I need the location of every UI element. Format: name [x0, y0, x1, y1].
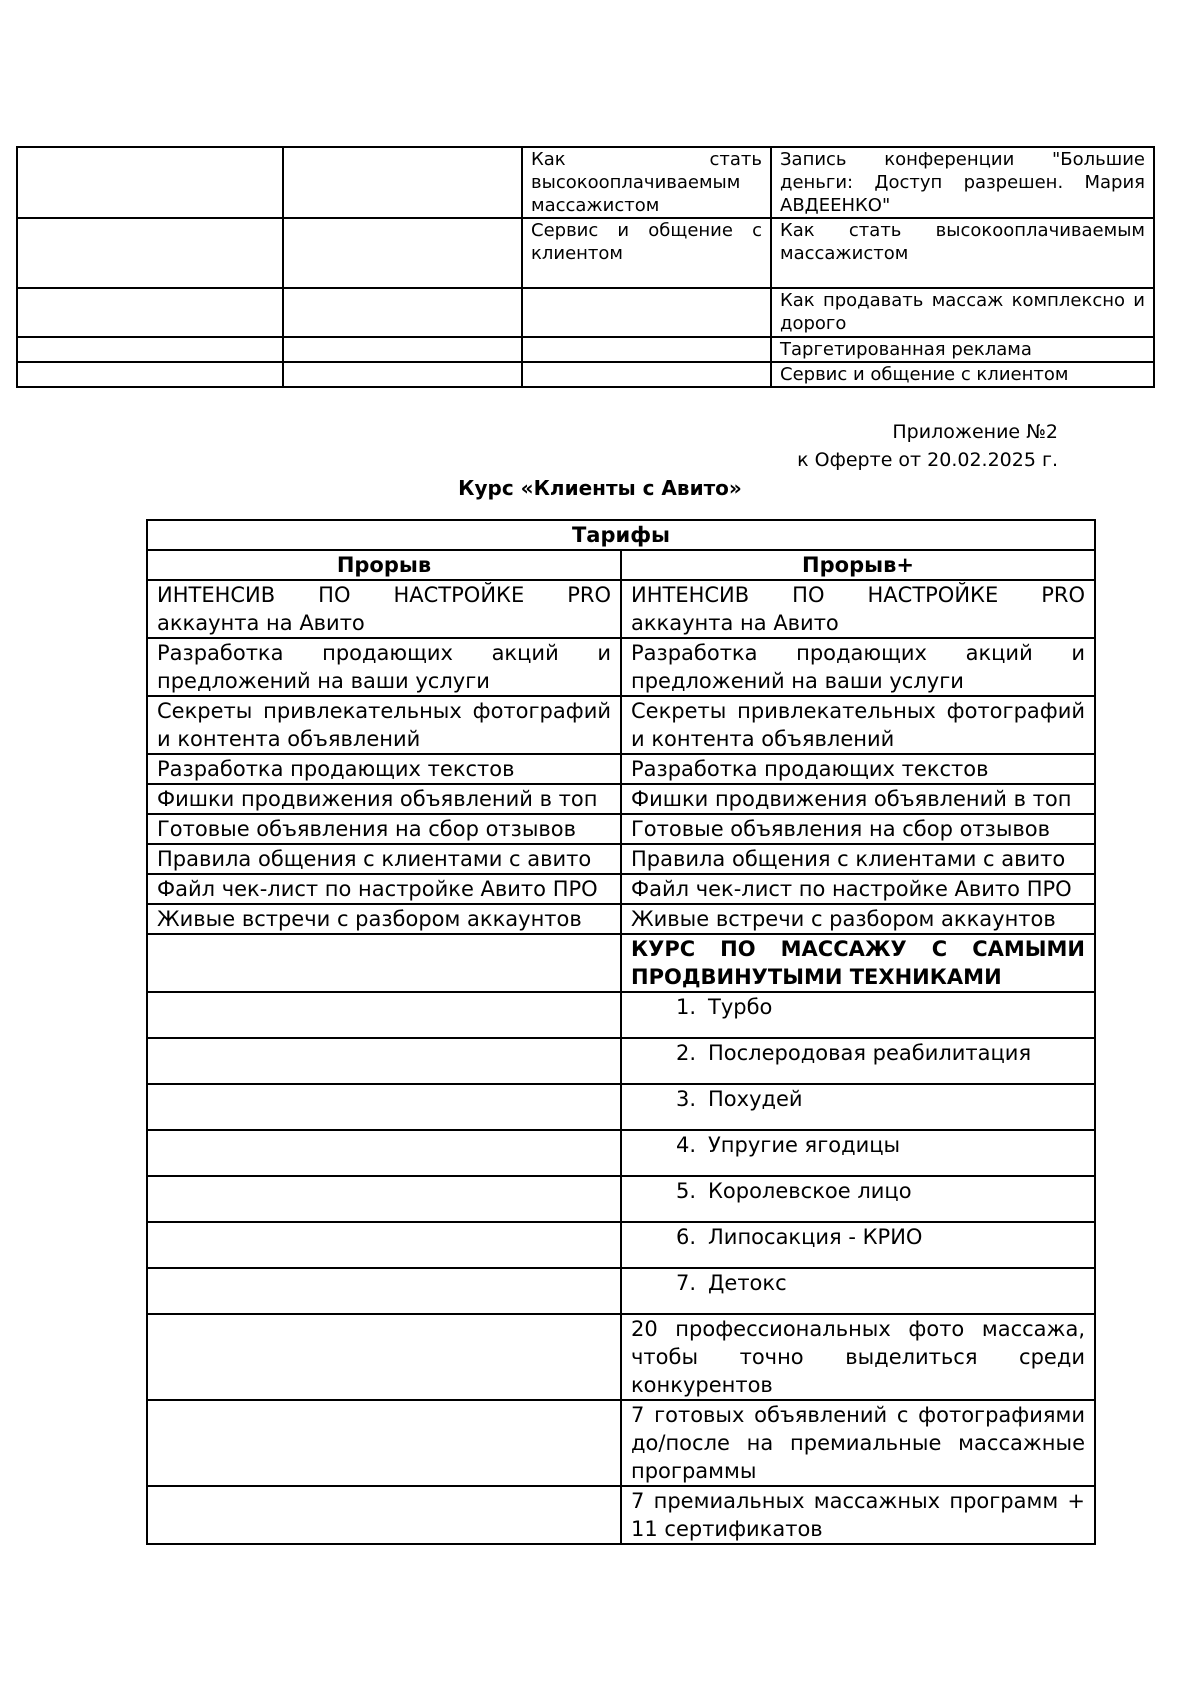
table-row	[17, 218, 1154, 288]
table-row	[147, 1314, 1095, 1400]
table-cell: Фишки продвижения объявлений в топ	[147, 784, 621, 814]
technique-row	[147, 1268, 1095, 1314]
tariffs-header-row	[147, 520, 1095, 550]
list-number: 6.	[675, 1225, 696, 1249]
list-number: 5.	[675, 1179, 696, 1203]
tariff-name-proryv-plus: Прорыв+	[621, 550, 1095, 580]
table-cell: Сервис и общение с клиентом	[771, 362, 1154, 387]
table-cell	[283, 218, 522, 288]
table-row	[147, 754, 1095, 784]
table-cell: Сервис и общение с клиентом	[522, 218, 771, 288]
table-cell: 7 готовых объявлений с фотографиями до/после на премиальные массажные программы	[621, 1400, 1095, 1486]
table-cell	[283, 337, 522, 362]
table-cell: Разработка продающих акций и предложений на ваши услуги	[147, 638, 621, 696]
course-title: Курс «Клиенты с Авито»	[458, 476, 742, 500]
table-cell: Правила общения с клиентами с авито	[621, 844, 1095, 874]
table-cell: Живые встречи с разбором аккаунтов	[621, 904, 1095, 934]
table-cell: Правила общения с клиентами с авито	[147, 844, 621, 874]
table-row	[147, 874, 1095, 904]
technique-item	[621, 1038, 1095, 1084]
table-cell	[147, 1038, 621, 1084]
table-cell: Готовые объявления на сбор отзывов	[621, 814, 1095, 844]
table-cell	[17, 362, 283, 387]
table-row	[17, 362, 1154, 387]
technique-label: Упругие ягодицы	[708, 1133, 901, 1157]
technique-label: Послеродовая реабилитация	[708, 1041, 1032, 1065]
table-cell	[147, 934, 621, 992]
table-cell	[147, 1268, 621, 1314]
table-cell: Живые встречи с разбором аккаунтов	[147, 904, 621, 934]
technique-label: Липосакция - КРИО	[708, 1225, 923, 1249]
list-number: 2.	[675, 1041, 696, 1065]
table-row	[147, 844, 1095, 874]
table-cell	[147, 1084, 621, 1130]
technique-item	[621, 1084, 1095, 1130]
technique-label: Похудей	[708, 1087, 803, 1111]
table-cell: Готовые объявления на сбор отзывов	[147, 814, 621, 844]
table-row	[147, 784, 1095, 814]
technique-row	[147, 1222, 1095, 1268]
table-row	[17, 337, 1154, 362]
table-row	[147, 814, 1095, 844]
table-cell	[522, 288, 771, 337]
table-cell: Таргетированная реклама	[771, 337, 1154, 362]
list-number: 1.	[675, 995, 696, 1019]
table-cell	[147, 1222, 621, 1268]
tariffs-table	[146, 519, 1096, 1545]
table-cell	[17, 288, 283, 337]
table-cell	[283, 147, 522, 218]
table-cell: Разработка продающих текстов	[147, 754, 621, 784]
table-row	[17, 147, 1154, 218]
table-cell: Как стать высокооплачиваемым массажистом	[771, 218, 1154, 288]
table-cell: Файл чек-лист по настройке Авито ПРО	[621, 874, 1095, 904]
program-continuation-table	[16, 146, 1155, 388]
table-cell	[17, 147, 283, 218]
technique-row	[147, 1130, 1095, 1176]
table-cell: ИНТЕНСИВ ПО НАСТРОЙКЕ PRO аккаунта на Авито	[621, 580, 1095, 638]
technique-label: Турбо	[708, 995, 773, 1019]
table-cell	[17, 218, 283, 288]
tariff-names-row	[147, 550, 1095, 580]
table-row	[147, 580, 1095, 638]
table-row	[147, 934, 1095, 992]
technique-row	[147, 1084, 1095, 1130]
table-cell	[283, 362, 522, 387]
table-cell	[147, 1314, 621, 1400]
tariffs-header: Тарифы	[147, 520, 1095, 550]
course-heading: КУРС ПО МАССАЖУ С САМЫМИ ПРОДВИНУТЫМИ ТЕХНИКАМИ	[621, 934, 1095, 992]
table-row	[147, 1400, 1095, 1486]
table-cell: Запись конференции "Большие деньги: Доступ разрешен. Мария АВДЕЕНКО"	[771, 147, 1154, 218]
table-cell: 20 профессиональных фото массажа, чтобы точно выделиться среди конкурентов	[621, 1314, 1095, 1400]
table-cell	[147, 1176, 621, 1222]
table-row	[147, 638, 1095, 696]
table-cell: ИНТЕНСИВ ПО НАСТРОЙКЕ PRO аккаунта на Авито	[147, 580, 621, 638]
list-number: 7.	[675, 1271, 696, 1295]
table-cell	[17, 337, 283, 362]
table-row	[17, 288, 1154, 337]
table-cell: Файл чек-лист по настройке Авито ПРО	[147, 874, 621, 904]
technique-row	[147, 1038, 1095, 1084]
table-cell	[522, 337, 771, 362]
table-cell: Как продавать массаж комплексно и дорого	[771, 288, 1154, 337]
technique-label: Детокс	[708, 1271, 787, 1295]
table-cell	[147, 1130, 621, 1176]
technique-item	[621, 992, 1095, 1038]
table-cell	[522, 362, 771, 387]
table-row	[147, 696, 1095, 754]
annex-offer-reference: к Оферте от 20.02.2025 г.	[797, 449, 1058, 471]
tariff-name-proryv: Прорыв	[147, 550, 621, 580]
table-cell: Секреты привлекательных фотографий и контента объявлений	[147, 696, 621, 754]
technique-item	[621, 1176, 1095, 1222]
list-number: 4.	[675, 1133, 696, 1157]
table-cell	[283, 288, 522, 337]
technique-row	[147, 1176, 1095, 1222]
table-cell: Фишки продвижения объявлений в топ	[621, 784, 1095, 814]
technique-row	[147, 992, 1095, 1038]
annex-number: Приложение №2	[892, 421, 1058, 443]
table-cell	[147, 1400, 621, 1486]
technique-item	[621, 1222, 1095, 1268]
table-cell: Секреты привлекательных фотографий и контента объявлений	[621, 696, 1095, 754]
table-cell: Как стать высокооплачиваемым массажистом	[522, 147, 771, 218]
technique-item	[621, 1130, 1095, 1176]
table-cell	[147, 1486, 621, 1544]
list-number: 3.	[675, 1087, 696, 1111]
table-cell: Разработка продающих текстов	[621, 754, 1095, 784]
table-cell	[147, 992, 621, 1038]
table-cell: 7 премиальных массажных программ + 11 сертификатов	[621, 1486, 1095, 1544]
table-row	[147, 904, 1095, 934]
table-cell: Разработка продающих акций и предложений на ваши услуги	[621, 638, 1095, 696]
table-row	[147, 1486, 1095, 1544]
technique-item	[621, 1268, 1095, 1314]
technique-label: Королевское лицо	[708, 1179, 912, 1203]
